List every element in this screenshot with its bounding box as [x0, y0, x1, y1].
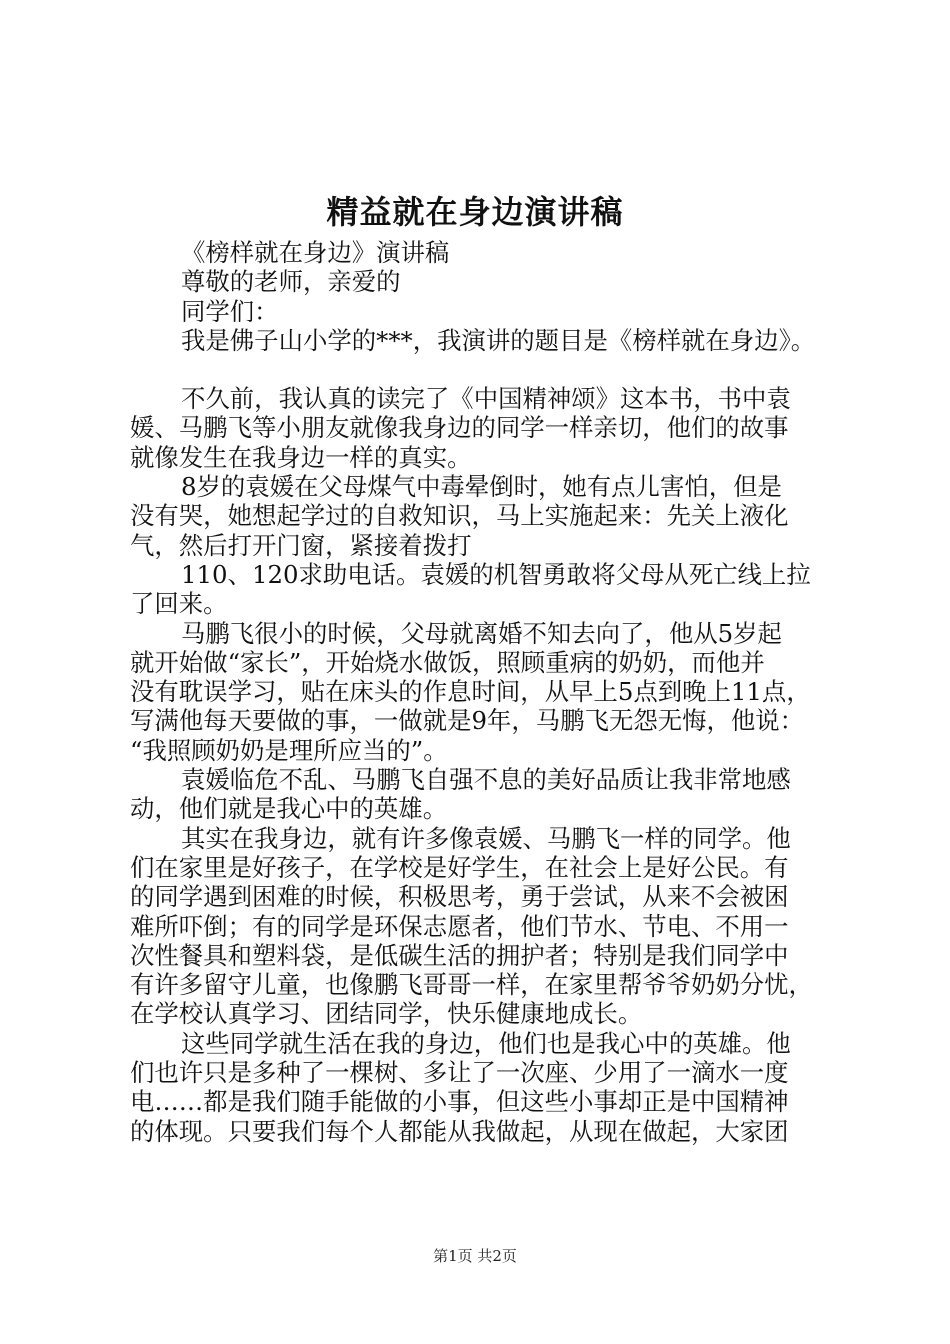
paragraph-gap [130, 355, 850, 384]
text-line: 110、120求助电话。袁媛的机智勇敢将父母从死亡线上拉 [181, 559, 811, 589]
text-line: 的同学遇到困难的时候，积极思考，勇于尝试，从来不会被困 [130, 882, 789, 912]
text-line: 们也许只是多种了一棵树、多让了一次座、少用了一滴水一度 [130, 1058, 789, 1088]
text-line: 不久前，我认真的读完了《中国精神颂》这本书，书中袁 [181, 384, 791, 414]
text-line: 尊敬的老师，亲爱的 [181, 267, 401, 297]
text-line: 这些同学就生活在我的身边，他们也是我心中的英雄。他 [181, 1028, 791, 1058]
text-line: 气，然后打开门窗，紧接着拨打 [130, 530, 472, 560]
text-line: 次性餐具和塑料袋，是低碳生活的拥护者；特别是我们同学中 [130, 940, 789, 970]
text-line: 难所吓倒；有的同学是环保志愿者，他们节水、节电、不用一 [130, 911, 789, 941]
text-line: 动，他们就是我心中的英雄。 [130, 794, 448, 824]
text-line: 就像发生在我身边一样的真实。 [130, 442, 472, 472]
text-line: 《榜样就在身边》演讲稿 [181, 238, 450, 267]
text-line: 了回来。 [130, 589, 228, 619]
text-line: 没有耽误学习，贴在床头的作息时间，从早上5点到晚上11点， [130, 677, 811, 707]
text-line: 马鹏飞很小的时候，父母就离婚不知去向了，他从5岁起 [181, 618, 782, 648]
text-line: 我是佛子山小学的***，我演讲的题目是《榜样就在身边》。 [181, 325, 816, 355]
document-title: 精益就在身边演讲稿 [326, 193, 624, 231]
text-line: “我照顾奶奶是理所应当的”。 [130, 735, 448, 765]
text-line: 其实在我身边，就有许多像袁媛、马鹏飞一样的同学。他 [181, 823, 791, 853]
text-line: 电……都是我们随手能做的小事，但这些小事却正是中国精神 [130, 1087, 789, 1117]
text-line: 写满他每天要做的事，一做就是9年，马鹏飞无怨无悔，他说： [130, 706, 805, 736]
text-line: 8岁的袁媛在父母煤气中毒晕倒时，她有点儿害怕，但是 [181, 472, 782, 502]
text-line: 同学们： [181, 296, 279, 326]
text-line: 就开始做“家长”，开始烧水做饭，照顾重病的奶奶，而他并 [130, 647, 765, 677]
text-line: 在学校认真学习、团结同学，快乐健康地成长。 [130, 999, 643, 1029]
text-line: 袁媛临危不乱、马鹏飞自强不息的美好品质让我非常地感 [181, 765, 791, 795]
text-line: 们在家里是好孩子，在学校是好学生，在社会上是好公民。有 [130, 852, 789, 882]
text-line: 没有哭，她想起学过的自救知识，马上实施起来：先关上液化 [130, 501, 789, 531]
text-line: 有许多留守儿童，也像鹏飞哥哥一样，在家里帮爷爷奶奶分忧， [130, 970, 813, 1000]
text-line: 的体现。只要我们每个人都能从我做起，从现在做起，大家团 [130, 1116, 789, 1146]
page-footer: 第1页 共2页 [433, 1247, 517, 1265]
text-line: 媛、马鹏飞等小朋友就像我身边的同学一样亲切，他们的故事 [130, 413, 789, 443]
document-body [130, 238, 850, 1146]
